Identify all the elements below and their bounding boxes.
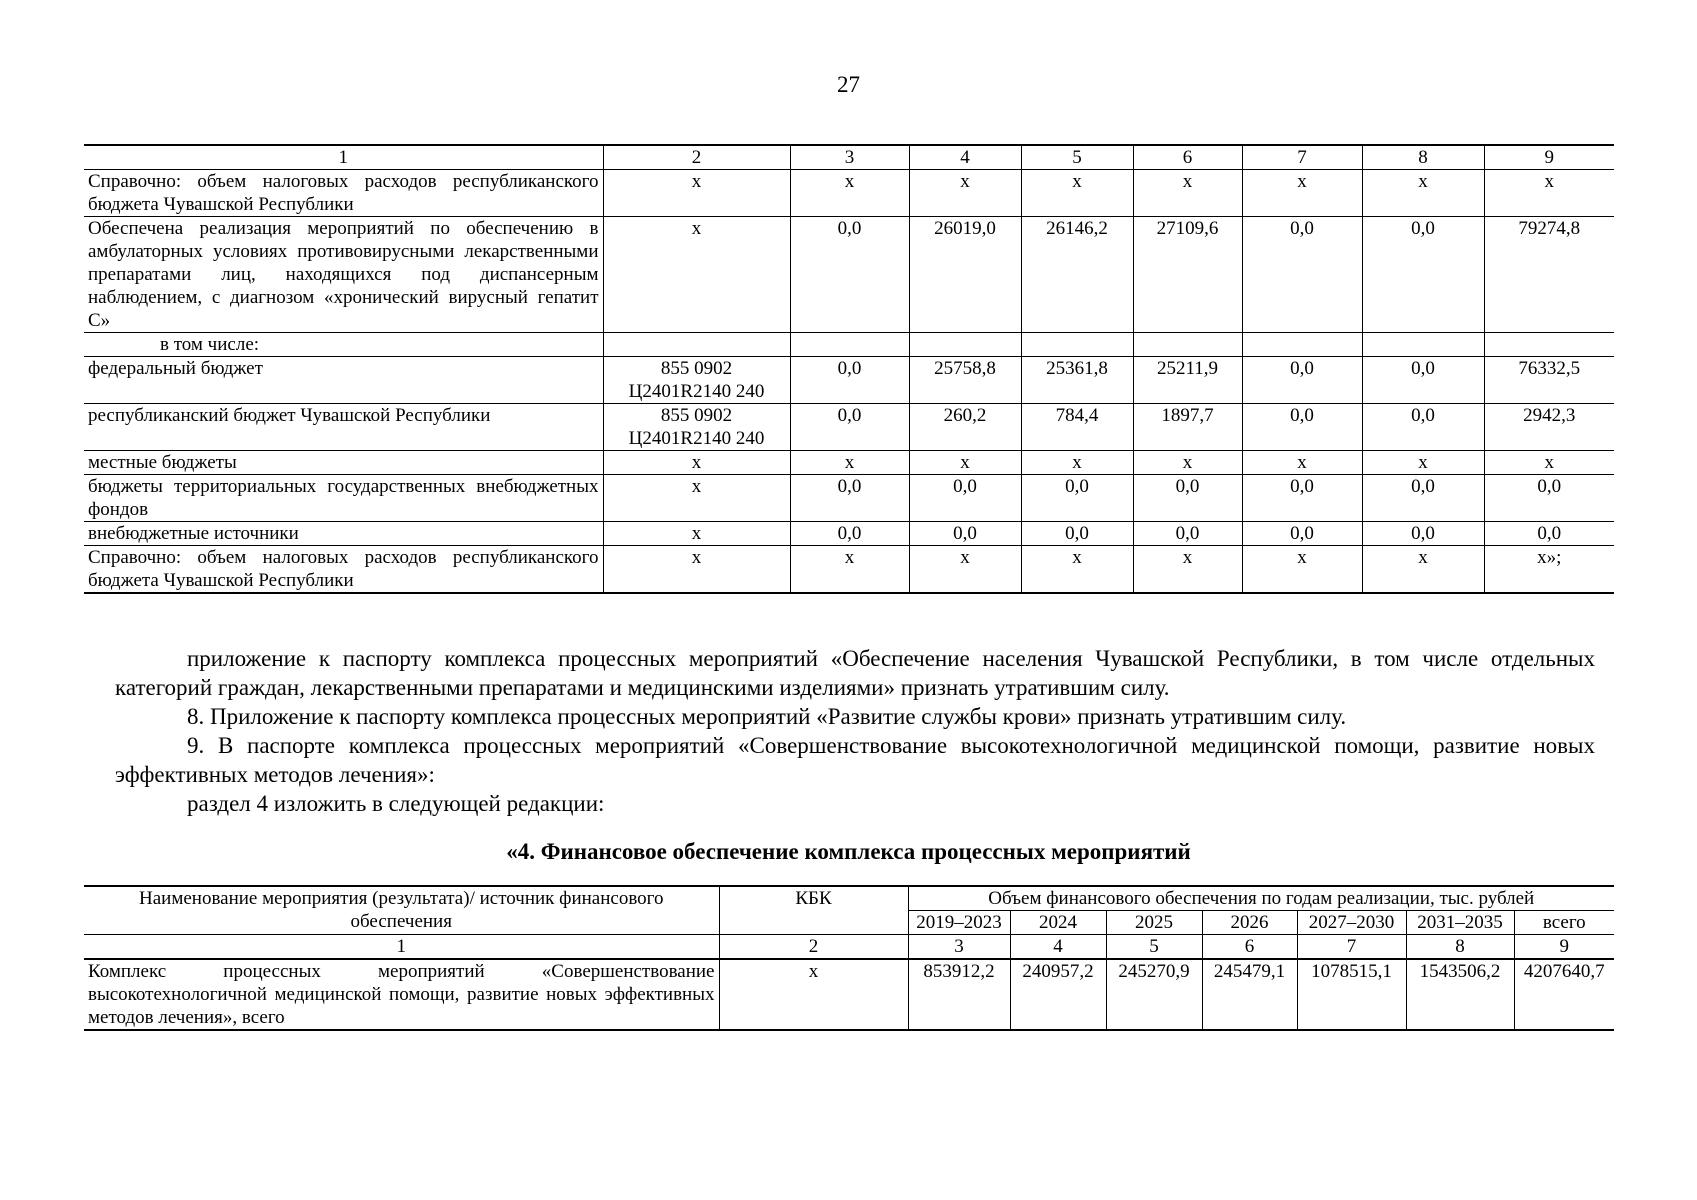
column-numbers-row	[84, 935, 1614, 960]
row-name: внебюджетные источники	[84, 522, 603, 546]
value-cell: 25758,8	[909, 357, 1021, 404]
kbk-cell	[603, 333, 790, 357]
value-cell: 260,2	[909, 404, 1021, 451]
column-number: 4	[909, 145, 1021, 170]
value-cell: 0,0	[1021, 522, 1133, 546]
column-number: 9	[1484, 145, 1614, 170]
kbk-cell: 855 0902 Ц2401R2140 240	[603, 357, 790, 404]
row-name: Справочно: объем налоговых расходов республиканского бюджета Чувашской Республики	[84, 546, 603, 594]
value-cell: 0,0	[790, 475, 909, 522]
table-row	[84, 451, 1614, 475]
value-cell: 0,0	[1133, 475, 1242, 522]
column-number: 1	[84, 145, 603, 170]
value-cell: x	[1133, 170, 1242, 217]
value-cell: 784,4	[1021, 404, 1133, 451]
year-header: 2024	[1010, 911, 1106, 935]
row-name: федеральный бюджет	[84, 357, 603, 404]
kbk-cell: x	[603, 522, 790, 546]
value-cell: x	[909, 451, 1021, 475]
value-cell: 0,0	[909, 522, 1021, 546]
column-number: 6	[1202, 935, 1297, 960]
year-header: 2026	[1202, 911, 1297, 935]
value-cell: 25361,8	[1021, 357, 1133, 404]
value-cell: x	[1362, 546, 1484, 594]
column-number: 7	[1242, 145, 1362, 170]
value-cell: x	[1362, 170, 1484, 217]
value-cell: 0,0	[1242, 522, 1362, 546]
table-row	[84, 217, 1614, 333]
value-cell: 25211,9	[1133, 357, 1242, 404]
value-cell: 853912,2	[908, 959, 1010, 1030]
value-cell: 0,0	[790, 404, 909, 451]
value-cell: x	[1021, 170, 1133, 217]
column-number: 2	[719, 935, 908, 960]
year-header: 2019–2023	[908, 911, 1010, 935]
value-cell: x	[790, 546, 909, 594]
year-header: 2025	[1106, 911, 1202, 935]
value-cell	[790, 333, 909, 357]
value-cell: x	[1484, 170, 1614, 217]
row-name: республиканский бюджет Чувашской Республики	[84, 404, 603, 451]
table-row	[84, 170, 1614, 217]
column-number: 5	[1106, 935, 1202, 960]
table-row	[84, 475, 1614, 522]
value-cell: x»;	[1484, 546, 1614, 594]
value-cell: 245479,1	[1202, 959, 1297, 1030]
column-number: 1	[84, 935, 719, 960]
value-cell: 245270,9	[1106, 959, 1202, 1030]
table-row	[84, 357, 1614, 404]
paragraph-section-4: раздел 4 изложить в следующей редакции:	[187, 791, 605, 816]
column-number: 6	[1133, 145, 1242, 170]
value-cell: x	[790, 451, 909, 475]
kbk-cell: x	[603, 451, 790, 475]
row-name: Обеспечена реализация мероприятий по обеспечению в амбулаторных условиях противовирусными лекарственными препаратами лиц, находящихся под диспансерным наблюдением, с диагнозом «хронический вирусный гепатит С»	[84, 217, 603, 333]
row-name: в том числе:	[84, 333, 603, 357]
column-header-kbk: КБК	[719, 886, 908, 935]
column-number: 5	[1021, 145, 1133, 170]
column-number: 3	[790, 145, 909, 170]
year-header: всего	[1514, 911, 1614, 935]
row-name: Справочно: объем налоговых расходов республиканского бюджета Чувашской Республики	[84, 170, 603, 217]
paragraph-item-9: 9. В паспорте комплекса процессных мероприятий «Совершенствование высокотехнологичной медицинской помощи, развитие новых эффективных методов лечения»:	[115, 733, 1595, 787]
value-cell: x	[1484, 451, 1614, 475]
value-cell: 0,0	[1362, 404, 1484, 451]
value-cell: x	[1133, 546, 1242, 594]
value-cell: 0,0	[1362, 522, 1484, 546]
value-cell: x	[1021, 546, 1133, 594]
row-name: местные бюджеты	[84, 451, 603, 475]
value-cell	[909, 333, 1021, 357]
column-header-volume: Объем финансового обеспечения по годам реализации, тыс. рублей	[908, 886, 1614, 911]
paragraph-item-8: 8. Приложение к паспорту комплекса процессных мероприятий «Развитие службы крови» признать утратившим силу.	[187, 704, 1347, 729]
value-cell: x	[909, 170, 1021, 217]
value-cell: 0,0	[1242, 475, 1362, 522]
value-cell: 1078515,1	[1297, 959, 1406, 1030]
value-cell: 26146,2	[1021, 217, 1133, 333]
kbk-cell: x	[603, 546, 790, 594]
value-cell: x	[1133, 451, 1242, 475]
kbk-cell: x	[603, 475, 790, 522]
value-cell: 0,0	[790, 357, 909, 404]
value-cell: 0,0	[1242, 357, 1362, 404]
value-cell: 0,0	[1484, 522, 1614, 546]
value-cell: 0,0	[790, 522, 909, 546]
section-title: «4. Финансовое обеспечение комплекса процессных мероприятий	[506, 839, 1191, 864]
table-row	[84, 333, 1614, 357]
value-cell: x	[1362, 451, 1484, 475]
row-name: бюджеты территориальных государственных внебюджетных фондов	[84, 475, 603, 522]
column-number: 8	[1362, 145, 1484, 170]
value-cell: x	[909, 546, 1021, 594]
table-row	[84, 546, 1614, 594]
value-cell: 0,0	[1242, 404, 1362, 451]
page-number: 27	[837, 72, 860, 97]
value-cell: 27109,6	[1133, 217, 1242, 333]
column-header-name: Наименование мероприятия (результата)/ источник финансового обеспечения	[84, 886, 719, 935]
funding-table-continued	[84, 144, 1614, 594]
value-cell: 1897,7	[1133, 404, 1242, 451]
value-cell: 0,0	[1362, 217, 1484, 333]
column-number: 9	[1514, 935, 1614, 960]
value-cell: 240957,2	[1010, 959, 1106, 1030]
value-cell: x	[1021, 451, 1133, 475]
value-cell: 0,0	[1362, 475, 1484, 522]
value-cell: 0,0	[1484, 475, 1614, 522]
value-cell: 76332,5	[1484, 357, 1614, 404]
kbk-cell: x	[719, 959, 908, 1030]
column-number: 3	[908, 935, 1010, 960]
kbk-cell: x	[603, 217, 790, 333]
table-header-row	[84, 886, 1614, 911]
value-cell: 0,0	[1021, 475, 1133, 522]
value-cell: x	[1242, 451, 1362, 475]
column-number: 2	[603, 145, 790, 170]
value-cell: x	[790, 170, 909, 217]
value-cell: x	[1242, 170, 1362, 217]
table-row	[84, 522, 1614, 546]
column-number: 7	[1297, 935, 1406, 960]
table-header-row	[84, 145, 1614, 170]
value-cell	[1484, 333, 1614, 357]
value-cell: 0,0	[1133, 522, 1242, 546]
financing-table	[84, 885, 1614, 1031]
value-cell: 0,0	[909, 475, 1021, 522]
value-cell: 1543506,2	[1406, 959, 1514, 1030]
kbk-cell: 855 0902 Ц2401R2140 240	[603, 404, 790, 451]
value-cell: 2942,3	[1484, 404, 1614, 451]
kbk-cell: x	[603, 170, 790, 217]
column-number: 8	[1406, 935, 1514, 960]
value-cell: 0,0	[790, 217, 909, 333]
value-cell	[1133, 333, 1242, 357]
year-header: 2031–2035	[1406, 911, 1514, 935]
value-cell: 26019,0	[909, 217, 1021, 333]
value-cell: 79274,8	[1484, 217, 1614, 333]
year-header: 2027–2030	[1297, 911, 1406, 935]
column-number: 4	[1010, 935, 1106, 960]
value-cell: 0,0	[1242, 217, 1362, 333]
table-row	[84, 959, 1614, 1030]
row-name: Комплекс процессных мероприятий «Совершенствование высокотехнологичной медицинской помощи, развитие новых эффективных методов лечения», всего	[84, 959, 719, 1030]
value-cell	[1362, 333, 1484, 357]
table-row	[84, 404, 1614, 451]
value-cell: x	[1242, 546, 1362, 594]
value-cell: 0,0	[1362, 357, 1484, 404]
value-cell: 4207640,7	[1514, 959, 1614, 1030]
value-cell	[1242, 333, 1362, 357]
paragraph-annex-lost-force: приложение к паспорту комплекса процессных мероприятий «Обеспечение населения Чувашской Республики, в том числе отдельных категорий граждан, лекарственными препаратами и медицинскими изделиями» признать утратившим силу.	[115, 646, 1595, 700]
body-text	[115, 644, 1595, 818]
value-cell	[1021, 333, 1133, 357]
